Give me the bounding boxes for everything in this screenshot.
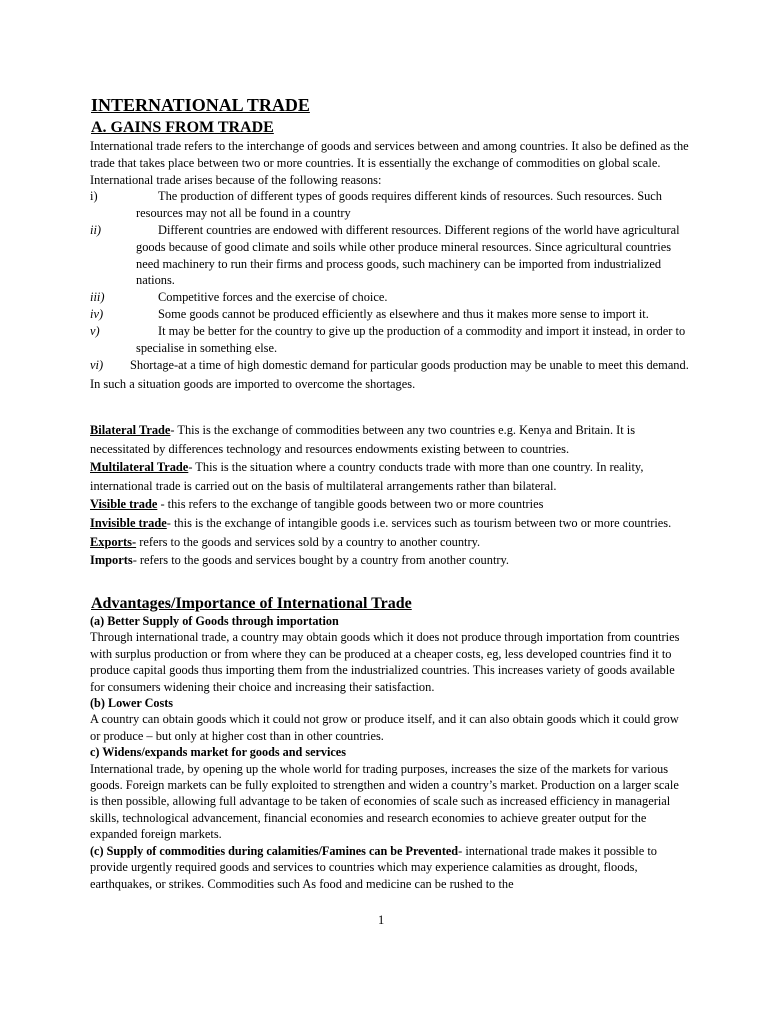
definition-text: - this refers to the exchange of tangible goods between two or more countries (157, 497, 544, 512)
reason-text: Different countries are endowed with different resources. Different regions of the world have agricultural goods because of good climate and soils while other produce mineral resources. Since agricultural countries need machinery to run their firms and process goods, such machinery can be imported from industrialized nations. (136, 222, 680, 288)
reason-number: iv) (90, 306, 104, 321)
definition-item (90, 495, 678, 514)
definition-term: Visible trade (90, 497, 158, 512)
reason-item (90, 188, 690, 222)
advantage-heading: (c) Supply of commodities during calamities/Famines can be Prevented (90, 843, 459, 858)
reason-item (90, 289, 690, 306)
definition-item (90, 458, 678, 495)
reason-item (90, 222, 690, 289)
advantage-item (90, 843, 684, 892)
section-a-body (90, 138, 690, 394)
reason-text: The production of different types of goods requires different kinds of resources. Such resources. Such resources may not all be found in a country (136, 189, 662, 221)
reason-number: ii) (90, 222, 102, 237)
page-title: INTERNATIONAL TRADE (91, 95, 310, 115)
definition-term: Imports (90, 553, 133, 568)
definition-term: Invisible trade (90, 515, 167, 530)
reason-number: vi) (90, 358, 104, 373)
reason-text: It may be better for the country to give up the production of a commodity and import it instead, in order to specialise in something else. (136, 323, 686, 355)
definition-item (90, 421, 678, 458)
definition-term: Multilateral Trade (90, 460, 189, 475)
advantage-heading: (a) Better Supply of Goods through importation (90, 614, 339, 628)
definition-term: Bilateral Trade (90, 423, 171, 437)
definition-text: - This is the exchange of commodities between any two countries e.g. Kenya and Britain. It is necessitated by differences technology and resources endowments existing between to countries. (90, 423, 636, 456)
advantage-text: A country can obtain goods which it could not grow or produce itself, and it can also obtain goods which it could grow or produce – but only at higher cost than in other countries. (90, 712, 679, 743)
definition-text: - This is the situation where a country conducts trade with more than one country. In reality, international trade is carried out on the basis of multilateral arrangements rather than bilateral. (90, 460, 644, 493)
reason-number: iii) (90, 290, 105, 305)
reason-item (90, 306, 690, 323)
definition-text: - refers to the goods and services bought by a country from another country. (132, 553, 509, 568)
intro-paragraph: International trade refers to the interchange of goods and services between and among countries. It also be defined as the trade that takes place between two or more countries. It is essentially the exchange of commodities on global scale. International trade arises because of the following reasons: (90, 139, 689, 187)
reason-text: Some goods cannot be produced efficiently as elsewhere and thus it makes more sense to import it. (158, 306, 649, 321)
advantages-body (90, 613, 684, 892)
page-number: 1 (378, 913, 385, 927)
section-a-heading: A. GAINS FROM TRADE (91, 119, 274, 136)
reason-number: v) (90, 323, 100, 338)
reason-text: Shortage-at a time of high domestic demand for particular goods production may be unable to meet this demand. In such a situation goods are imported to overcome the shortages. (90, 358, 689, 391)
reason-item (90, 323, 690, 357)
definition-term: Exports- (90, 534, 137, 549)
definition-item (90, 533, 678, 552)
definition-text: refers to the goods and services sold by a country to another country. (136, 534, 481, 549)
definition-item (90, 551, 678, 570)
definitions (90, 421, 678, 570)
advantage-text: - international trade makes it possible to provide urgently required goods and services to countries which may experience calamities as drought, floods, earthquakes, or strikes. Commodities such As food and medicine can be rushed to the (90, 843, 657, 891)
reason-item-vi (90, 356, 690, 393)
advantage-text: Through international trade, a country may obtain goods which it does not produce through importation from countries with surplus production or from where they can be produced at a cheaper costs, eg, less developed countries find it to produce capital goods thus importing them from the industrialized countries. This increases variety of goods available for consumers widening their choice and increasing their satisfaction. (90, 630, 680, 694)
advantage-heading: c) Widens/expands market for goods and services (90, 745, 346, 760)
reason-text: Competitive forces and the exercise of choice. (158, 290, 388, 305)
advantages-heading: Advantages/Importance of International Trade (91, 595, 412, 612)
reason-number: i) (90, 189, 98, 204)
definition-text: - this is the exchange of intangible goods i.e. services such as tourism between two or more countries. (166, 515, 672, 530)
advantage-text: International trade, by opening up the whole world for trading purposes, increases the size of the markets for various goods. Foreign markets can be fully exploited to strengthen and widen a country’s market. Production on a larger scale is then possible, allowing full advantage to be taken of economies of scale such as increased efficiency in managerial skills, technological advancement, financial economies and research economies to achieve greater output for the expanded foreign markets. (90, 761, 679, 842)
advantage-heading: (b) Lower Costs (90, 696, 174, 711)
definition-item (90, 514, 678, 533)
